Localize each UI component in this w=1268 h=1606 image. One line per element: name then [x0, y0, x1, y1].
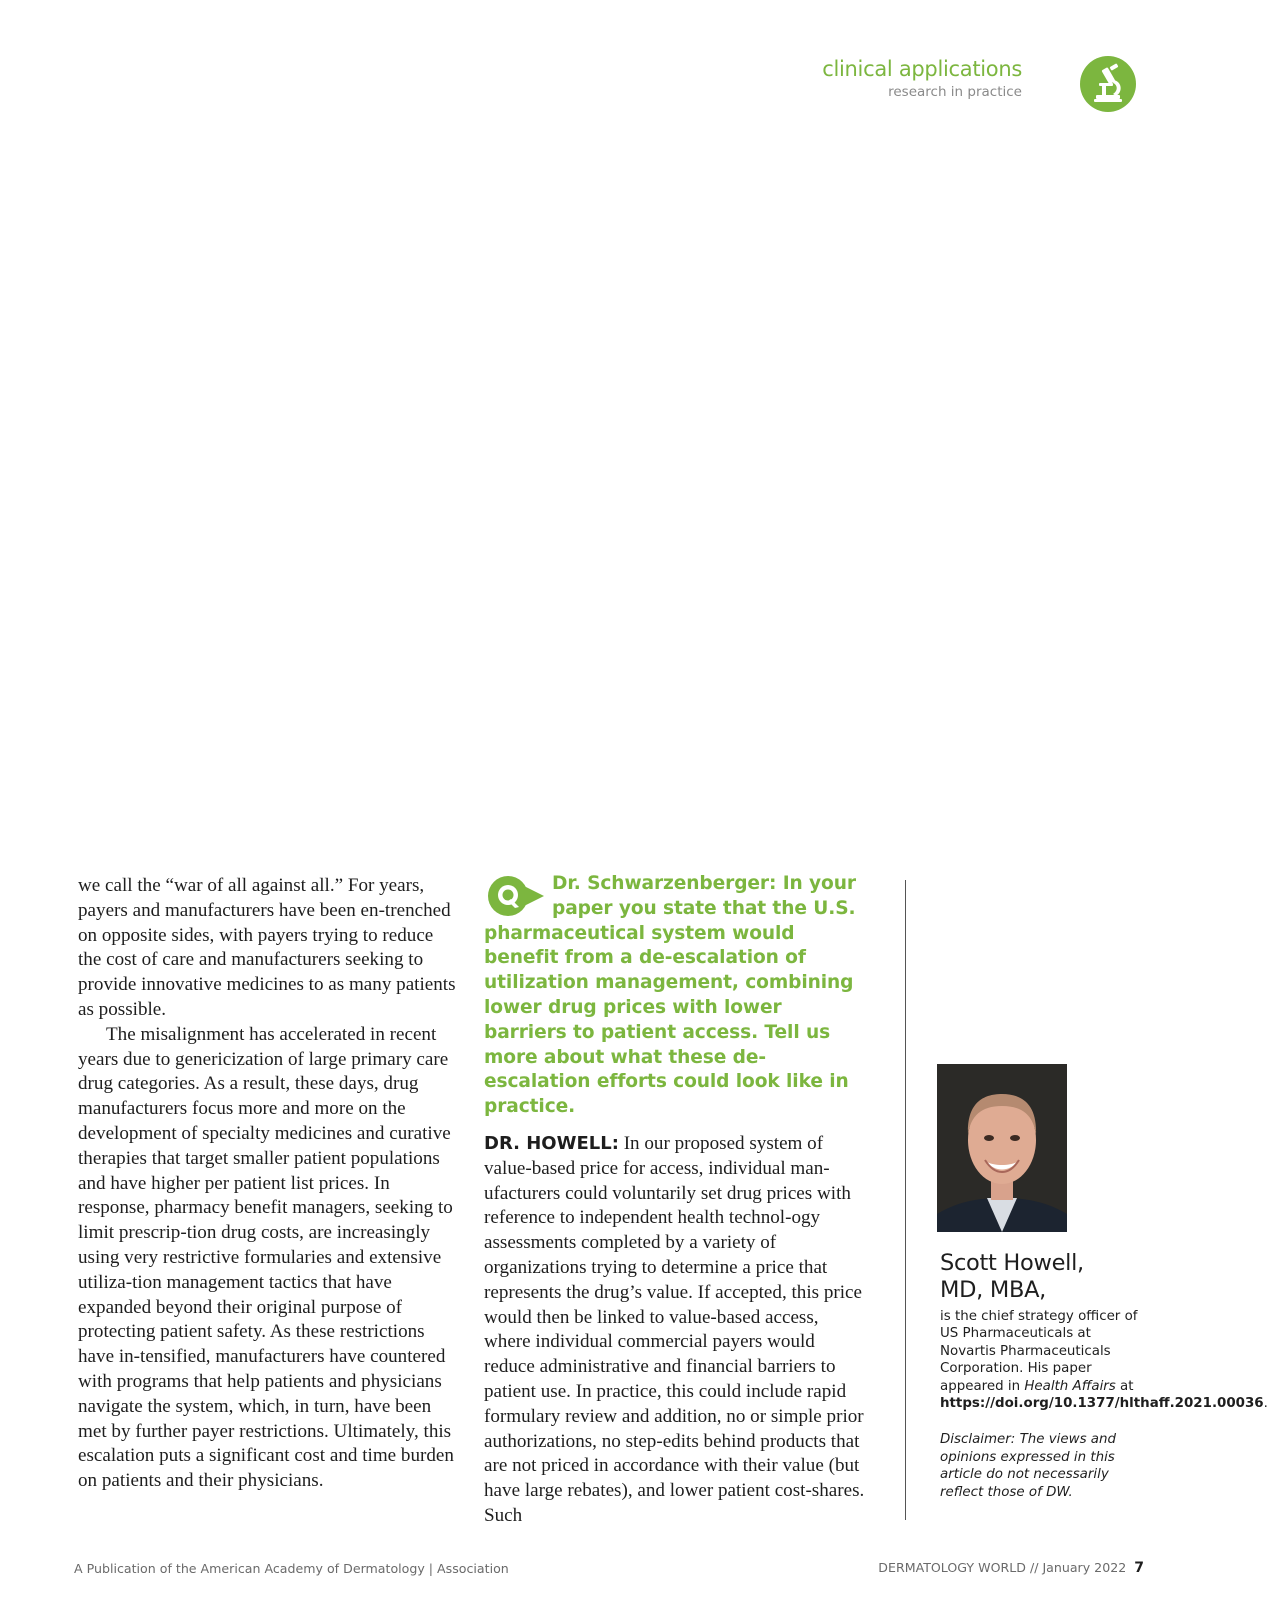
section-subtitle: research in practice	[888, 84, 1022, 100]
section-header	[822, 56, 1022, 102]
journal-name: Health Affairs	[1024, 1378, 1116, 1394]
author-bio	[940, 1250, 1268, 1501]
interview-answer	[484, 1132, 868, 1529]
bio-text-end: .	[1263, 1396, 1268, 1412]
question-text: Dr. Schwarzenberger: In your paper you state that the U.S. pharmaceutical system would benefit from a de-escalation of utilization management, combining lower drug prices with lower barriers to patient access. Tell us more about what these de-escalation efforts could look like in practice.	[484, 873, 856, 1118]
microscope-icon	[1080, 56, 1136, 112]
author-name-line2: MD, MBA,	[940, 1277, 1047, 1303]
author-name	[940, 1250, 1140, 1304]
bio-text: is the chief strategy officer of US Pharmaceuticals at Novartis Pharmaceuticals Corporation. His paper appeared in	[940, 1309, 1138, 1394]
author-name-line1: Scott Howell,	[940, 1250, 1084, 1276]
column-divider	[905, 880, 906, 1520]
footer-magazine	[878, 1560, 1144, 1576]
interview-column	[484, 872, 868, 1529]
answer-text: In our proposed system of value-based price for access, individual man-ufacturers could voluntarily set drug prices with reference to independent health technol-ogy assessments completed by a variety of organizations trying to determine a price that represents the drug’s value. If accepted, this price would then be linked to value-based access, where individual commercial payers would reduce administrative and financial barriers to patient use. In practice, this could include rapid formulary review and addition, no or simple prior authorizations, no step-edits behind products that are not priced in accordance with their value (but have large rebates), and lower patient cost-shares. Such	[484, 1132, 865, 1526]
interview-question	[484, 872, 868, 1120]
body-paragraph: we call the “war of all against all.” For years, payers and manufacturers have been en-trenched on opposite sides, with payers trying to reduce the cost of care and manufacturers seeking to provide innovative medicines to as many patients as possible.	[78, 875, 456, 1020]
answer-speaker: DR. HOWELL:	[484, 1132, 619, 1154]
body-paragraph: The misalignment has accelerated in recent years due to genericization of large primary care drug categories. As a result, these days, drug manufacturers focus more and more on the development of specialty medicines and curative therapies that target smaller patient populations and have higher per patient list prices. In response, pharmacy benefit managers, seeking to limit prescrip-tion drug costs, are increasingly using very restrictive formularies and extensive utiliza-tion management tactics that have expanded beyond their original purpose of protecting patient safety. As these restrictions have in-tensified, manufacturers have countered with programs that help patients and physicians navigate the system, which, in turn, have been met by further payer restrictions. Ultimately, this escalation puts a significant cost and time burden on patients and their physicians.	[78, 1023, 454, 1492]
author-portrait	[937, 1064, 1067, 1232]
author-description	[940, 1308, 1268, 1412]
left-column	[78, 874, 460, 1494]
page-number: 7	[1134, 1560, 1144, 1576]
question-bubble-icon	[484, 872, 552, 918]
footer-magazine-issue: DERMATOLOGY WORLD // January 2022	[878, 1560, 1127, 1575]
section-title: clinical applications	[822, 57, 1022, 81]
bio-text-at: at	[1115, 1378, 1134, 1394]
footer-publisher: A Publication of the American Academy of Dermatology | Association	[74, 1561, 509, 1576]
disclaimer: Disclaimer: The views and opinions expressed in this article do not necessarily reflect those of DW.	[940, 1432, 1116, 1500]
doi-link[interactable]: https://doi.org/10.1377/hlthaff.2021.00036	[940, 1396, 1264, 1412]
